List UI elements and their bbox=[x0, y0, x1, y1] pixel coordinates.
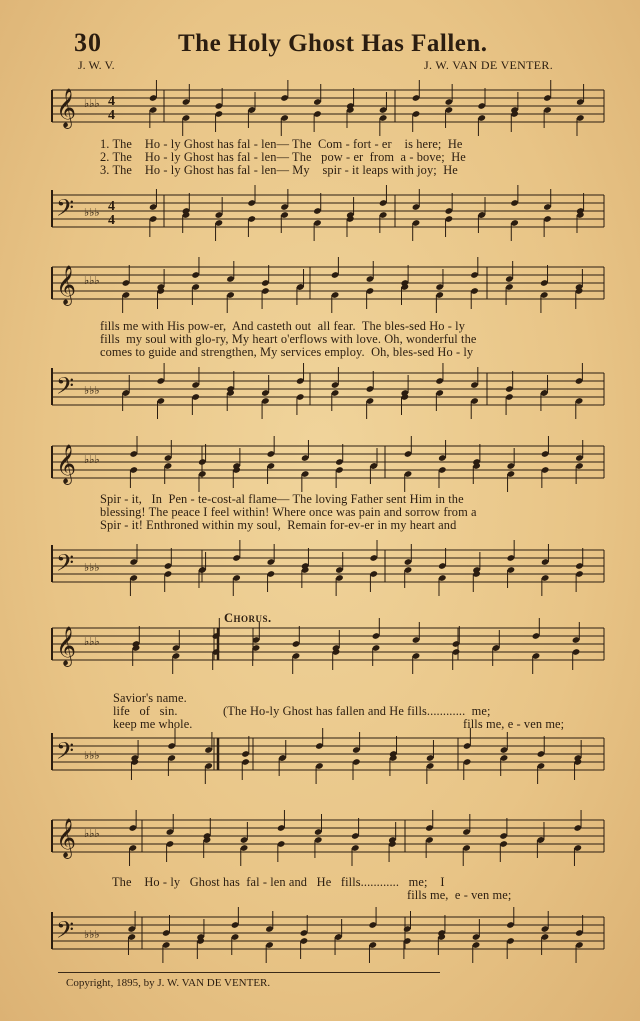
svg-text:♭♭♭: ♭♭♭ bbox=[84, 636, 100, 648]
svg-text:4: 4 bbox=[108, 213, 115, 228]
footer-rule bbox=[58, 972, 440, 973]
svg-text:𝄞: 𝄞 bbox=[56, 88, 77, 128]
svg-text:𝄞: 𝄞 bbox=[56, 818, 77, 858]
svg-text:♭♭♭: ♭♭♭ bbox=[84, 454, 100, 466]
svg-text:𝄞: 𝄞 bbox=[56, 444, 77, 484]
system-4-chorus-echo: fills me, e - ven me; bbox=[463, 717, 565, 731]
svg-text:𝄢: 𝄢 bbox=[56, 194, 75, 227]
svg-text:♭♭♭: ♭♭♭ bbox=[84, 275, 100, 287]
page-number: 30 bbox=[74, 28, 102, 57]
chorus-label: Chorus. bbox=[224, 611, 272, 625]
composer-credit: J. W. VAN DE VENTER. bbox=[424, 58, 554, 72]
svg-text:𝄢: 𝄢 bbox=[56, 737, 75, 770]
system-5-chorus-line: The Ho - ly Ghost has fal - len and He fills............ me; I bbox=[112, 875, 445, 889]
svg-text:♭♭♭: ♭♭♭ bbox=[84, 562, 100, 574]
hymn-title: The Holy Ghost Has Fallen. bbox=[178, 30, 488, 57]
system-4-verse-1: Savior's name. bbox=[113, 691, 187, 705]
svg-text:4: 4 bbox=[108, 94, 115, 109]
svg-text:♭♭♭: ♭♭♭ bbox=[84, 385, 100, 397]
svg-text:♭♭♭: ♭♭♭ bbox=[84, 828, 100, 840]
svg-text:𝄞: 𝄞 bbox=[56, 265, 77, 305]
system-4-verse-3: keep me whole. bbox=[113, 717, 193, 731]
svg-text:𝄢: 𝄢 bbox=[56, 372, 75, 405]
system-1-verse-3: 3. The Ho - ly Ghost has fal - len— My spir - it leaps with joy; He bbox=[100, 163, 458, 177]
system-3-verse-3: Spir - it! Enthroned within my soul, Remain for-ev-er in my heart and bbox=[100, 518, 457, 532]
system-2-verse-1: fills me with His pow-er, And casteth out all fear. The bles-sed Ho - ly bbox=[100, 319, 465, 333]
system-2-verse-3: comes to guide and strengthen, My services employ. Oh, bles-sed Ho - ly bbox=[100, 345, 474, 359]
system-4-chorus-line: (The Ho-ly Ghost has fallen and He fills............ me; bbox=[223, 704, 491, 718]
svg-text:♭♭♭: ♭♭♭ bbox=[84, 929, 100, 941]
system-2-verse-2: fills my soul with glo-ry, My heart o'erflows with love. Oh, wonderful the bbox=[100, 332, 477, 346]
svg-text:♭♭♭: ♭♭♭ bbox=[84, 98, 100, 110]
svg-text:♭♭♭: ♭♭♭ bbox=[84, 207, 100, 219]
lyricist-credit: J. W. V. bbox=[78, 58, 115, 72]
svg-text:𝄞: 𝄞 bbox=[56, 626, 77, 666]
system-3-verse-1: Spir - it, In Pen - te-cost-al flame— The loving Father sent Him in the bbox=[100, 492, 464, 506]
svg-text:𝄢: 𝄢 bbox=[56, 916, 75, 949]
system-1-verse-2: 2. The Ho - ly Ghost has fal - len— The pow - er from a - bove; He bbox=[100, 150, 466, 164]
svg-text:𝄢: 𝄢 bbox=[56, 549, 75, 582]
copyright-notice: Copyright, 1895, by J. W. VAN DE VENTER. bbox=[66, 977, 271, 989]
system-1-verse-1: 1. The Ho - ly Ghost has fal - len— The Com - fort - er is here; He bbox=[100, 137, 463, 151]
svg-text:4: 4 bbox=[108, 108, 115, 123]
svg-text:♭♭♭: ♭♭♭ bbox=[84, 750, 100, 762]
svg-text:4: 4 bbox=[108, 199, 115, 214]
system-4-verse-2: life of sin. bbox=[113, 704, 178, 718]
system-5-chorus-echo: fills me, e - ven me; bbox=[407, 888, 512, 902]
system-3-verse-2: blessing! The peace I feel within! Where once was pain and sorrow from a bbox=[100, 505, 477, 519]
